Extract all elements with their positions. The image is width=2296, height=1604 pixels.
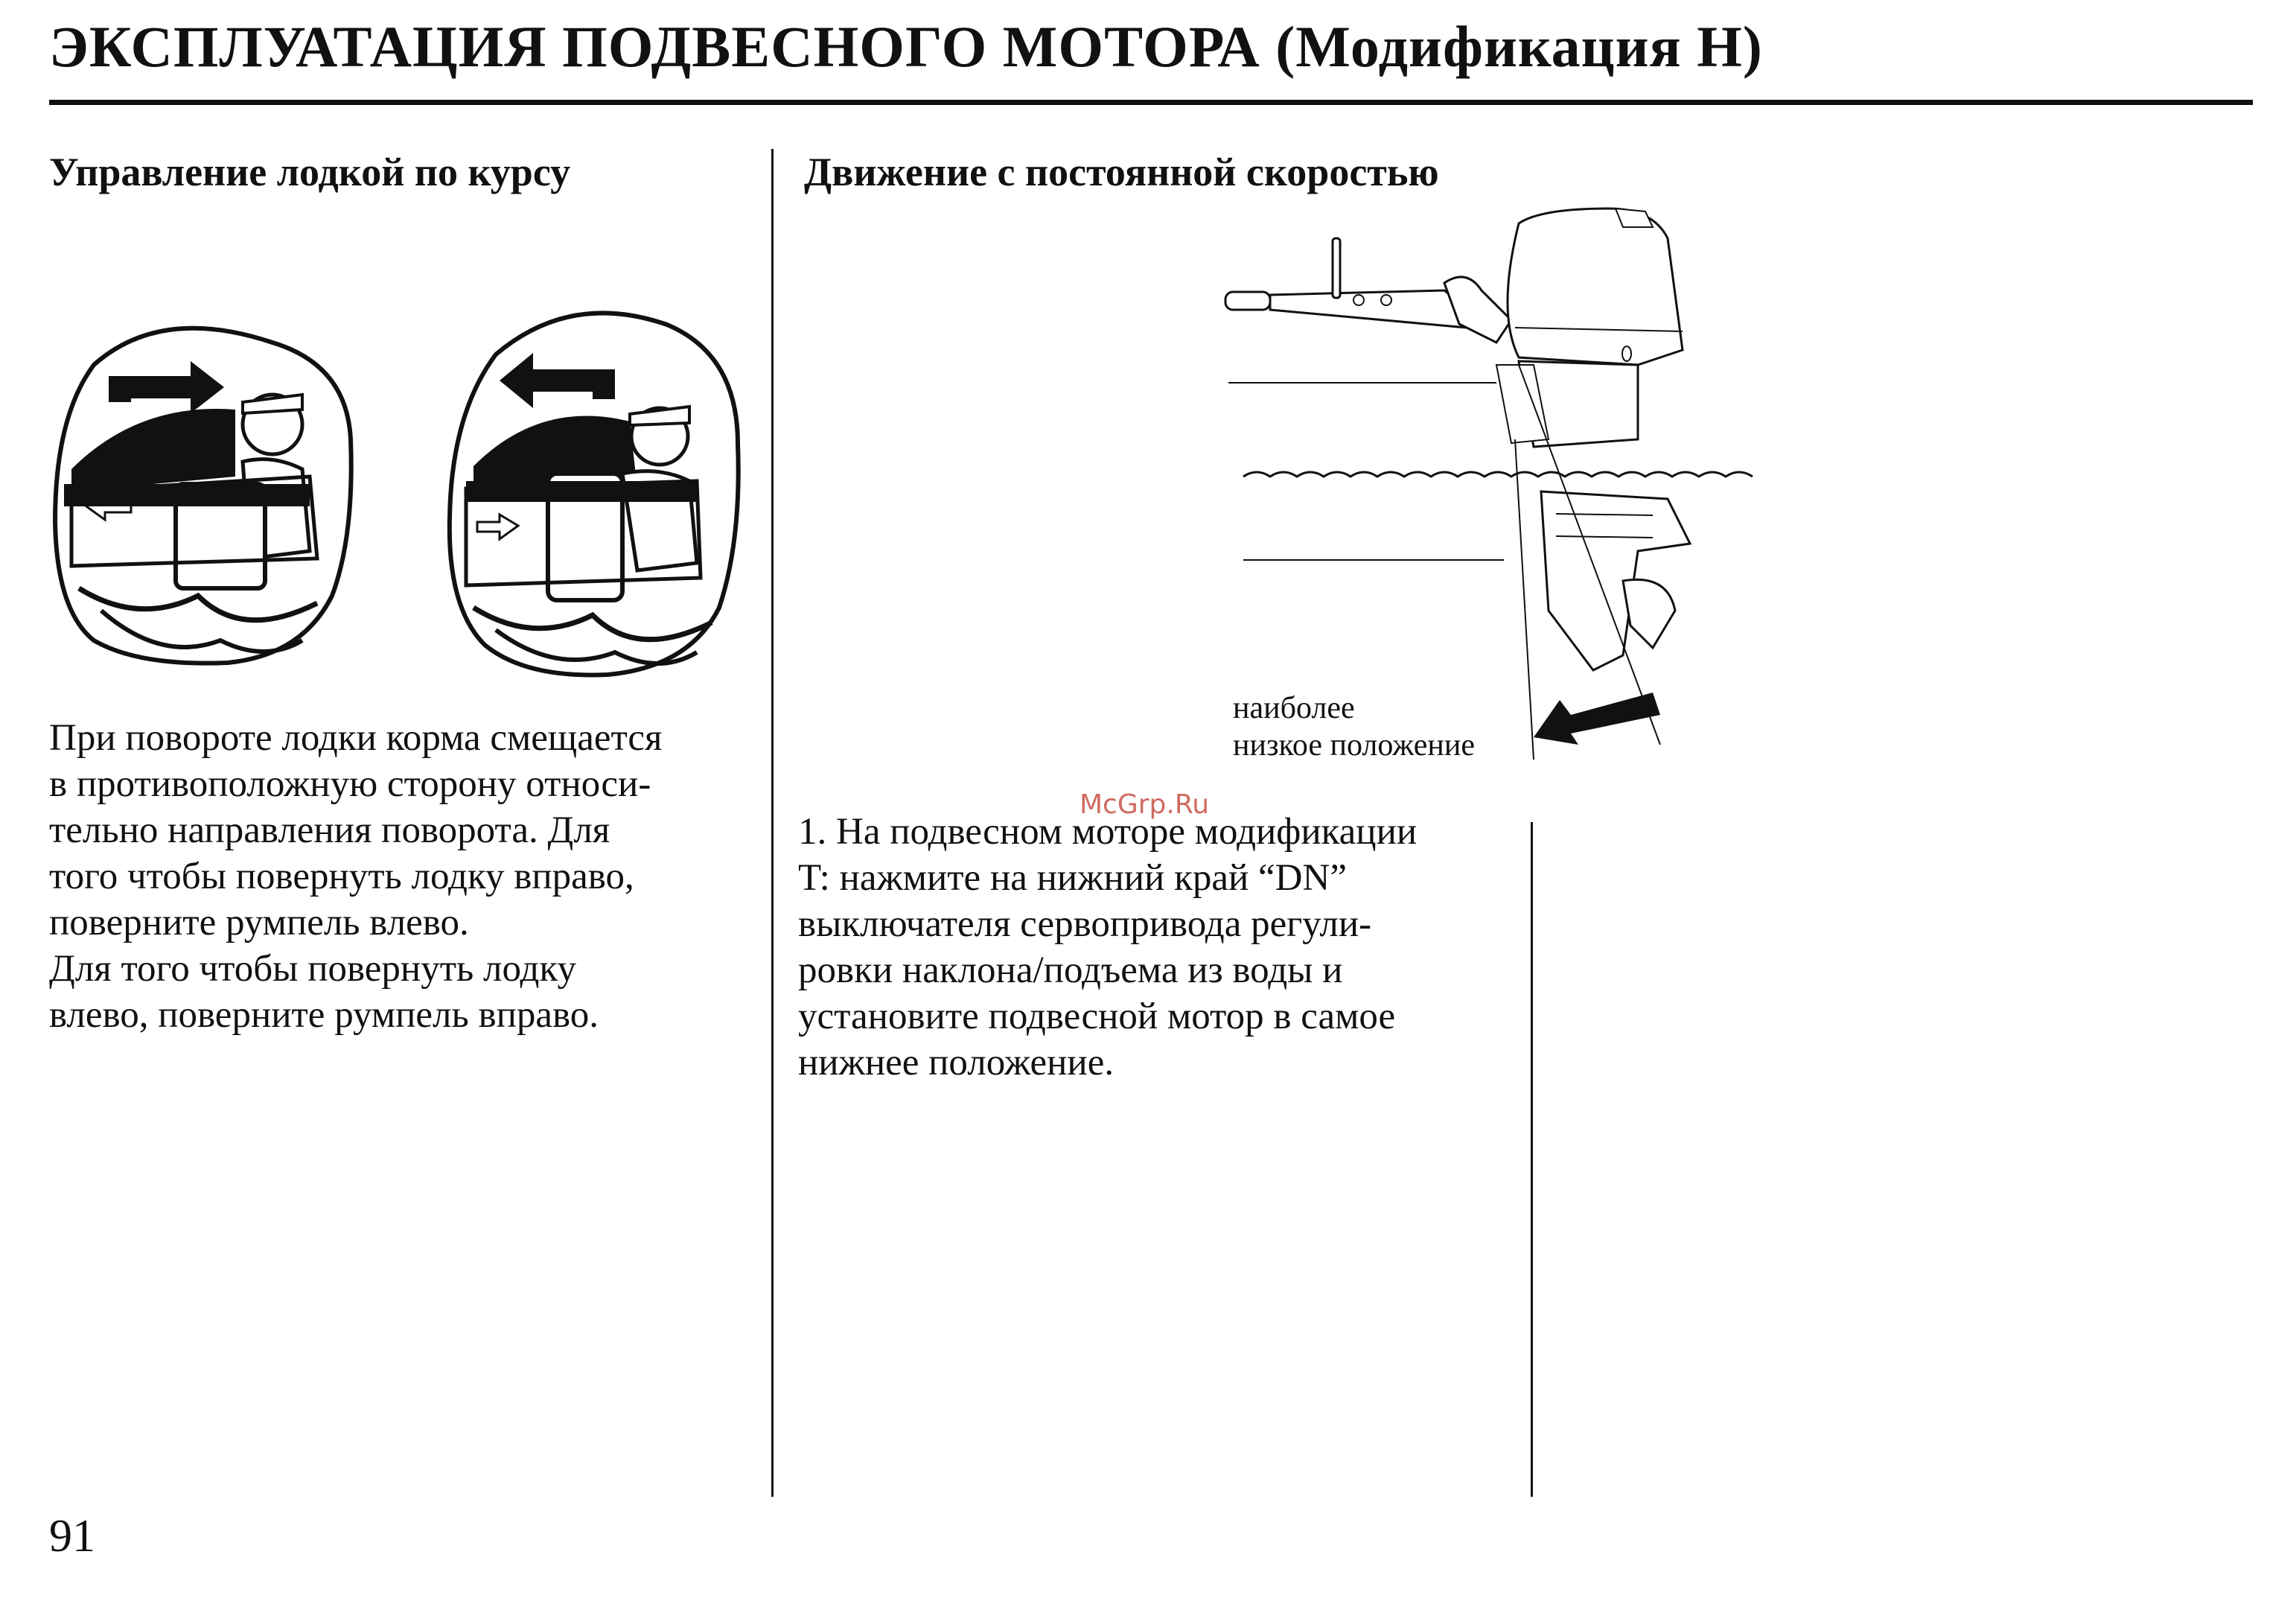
caption-line: низкое положение xyxy=(1233,728,1476,763)
step-line: T: нажмите на нижний край “DN” xyxy=(798,857,1347,899)
tiller-turn-right-icon xyxy=(49,313,362,670)
column-divider-right xyxy=(1531,822,1533,1497)
paragraph-line: влево, поверните румпель вправо. xyxy=(49,994,599,1036)
tiller-turn-left-icon xyxy=(444,295,742,682)
step-line: выключателя сервопривода регули- xyxy=(798,903,1372,945)
steering-paragraph xyxy=(49,715,662,1038)
outboard-motor-lowest-position-figure xyxy=(1221,194,1757,760)
step-line: нижнее положение. xyxy=(798,1042,1114,1083)
section-heading-constant-speed: Движение с постоянной скоростью xyxy=(804,150,1439,194)
step-line: 1. На подвесном моторе модификации xyxy=(798,811,1418,853)
paragraph-line: Для того чтобы повернуть лодку xyxy=(49,948,576,990)
paragraph-line: При повороте лодки корма смещается xyxy=(49,717,663,759)
paragraph-line: того чтобы повернуть лодку вправо, xyxy=(49,856,634,897)
page-title: ЭКСПЛУАТАЦИЯ ПОДВЕСНОГО МОТОРА (Модификация H) xyxy=(49,14,1763,79)
step-line: установите подвесной мотор в самое xyxy=(798,996,1396,1037)
paragraph-line: поверните румпель влево. xyxy=(49,902,469,943)
section-heading-steering: Управление лодкой по курсу xyxy=(49,150,571,194)
caption-line: наиболее xyxy=(1233,691,1355,725)
watermark-text: McGrp.Ru xyxy=(1080,789,1210,820)
step-line: ровки наклона/подъема из воды и xyxy=(798,949,1343,991)
paragraph-line: в противоположную сторону относи- xyxy=(49,763,651,805)
step-paragraph xyxy=(798,809,1417,1086)
paragraph-line: тельно направления поворота. Для xyxy=(49,809,610,851)
figure-caption xyxy=(1233,690,1475,764)
column-divider-left xyxy=(771,149,774,1497)
title-divider xyxy=(49,100,2253,105)
page-number: 91 xyxy=(49,1511,95,1562)
